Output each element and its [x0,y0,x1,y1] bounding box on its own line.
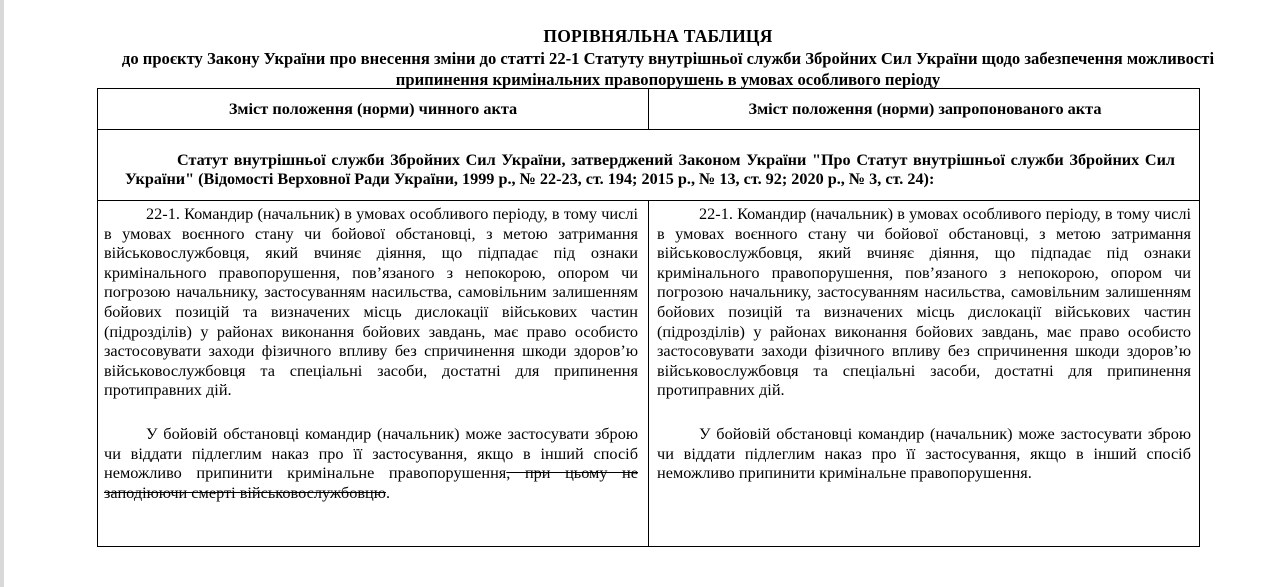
current-paragraph-2-end: . [385,482,391,502]
proposed-paragraph-2: У бойовій обстановці командир (начальник) може застосувати зброю чи віддати підлеглим наказ про її застосування, якщо в інший спосіб неможливо припинити кримінальне правопорушення. [657,423,1191,483]
document-subtitle: до проєкту Закону України про внесення зміни до статті 22-1 Статуту внутрішньої служби Збройних Сил України щодо забезпечення можливості припинення кримінальних правопорушень в умовах особливого періоду [121,49,1215,89]
current-paragraph-2 [104,424,638,502]
comparison-table [97,88,1200,547]
proposed-text-cell [657,204,1191,483]
struck-text: , при цьому не заподіюючи смерті військовослужбовцю [104,463,638,502]
page-edge-shadow [0,0,4,587]
proposed-paragraph-1: 22-1. Командир (начальник) в умовах особливого періоду, в тому числі в умовах воєнного стану чи бойової обстановці, з метою затримання військовослужбовця, який вчиняє діяння, що підпадає під ознаки кримінального правопорушення, пов’язаного з непокорою, опором чи погрозою начальнику, застосуванням насильства, самовільним залишенням бойових позицій та визначених місць дислокації військових частин (підрозділів) у районах виконання бойових завдань, має право особисто застосовувати заходи фізичного впливу без спричинення шкоди здоров’ю військовослужбовця та спеціальні засоби, достатні для припинення протиправних дій. [657,204,1191,400]
current-text-cell [104,204,638,502]
header-row-divider [98,129,1199,130]
body-column-divider [648,200,649,547]
current-paragraph-1: 22-1. Командир (начальник) в умовах особливого періоду, в тому числі в умовах воєнного стану чи бойової обстановці, з метою затримання військовослужбовця, який вчиняє діяння, що підпадає під ознаки кримінального правопорушення, пов’язаного з непокорою, опором чи погрозою начальнику, застосуванням насильства, самовільним залишенням бойових позицій та визначених місць дислокації військових частин (підрозділів) у районах виконання бойових завдань, має право особисто застосовувати заходи фізичного впливу без спричинення шкоди здоров’ю військовослужбовця та спеціальні засоби, достатні для припинення протиправних дій. [104,204,638,400]
column-header-proposed: Зміст положення (норми) запропонованого акта [748,99,1102,118]
statute-heading: Статут внутрішньої служби Збройних Сил України, затверджений Законом України "Про Статут внутрішньої служби Збройних Сил України" (Відомості Верховної Ради України, 1999 р., № 22-23, ст. 194; 2015 р., № 13, ст. 92; 2020 р., № 3, ст. 24): [125,151,1175,188]
current-paragraph-2-main: У бойовій обстановці командир (начальник) може застосувати зброю чи віддати підлеглим наказ про її застосування, якщо в інший спосіб неможливо припинити кримінальне правопорушення [104,423,638,483]
document-title: ПОРІВНЯЛЬНА ТАБЛИЦЯ [543,26,773,46]
column-header-current: Зміст положення (норми) чинного акта [228,99,518,118]
